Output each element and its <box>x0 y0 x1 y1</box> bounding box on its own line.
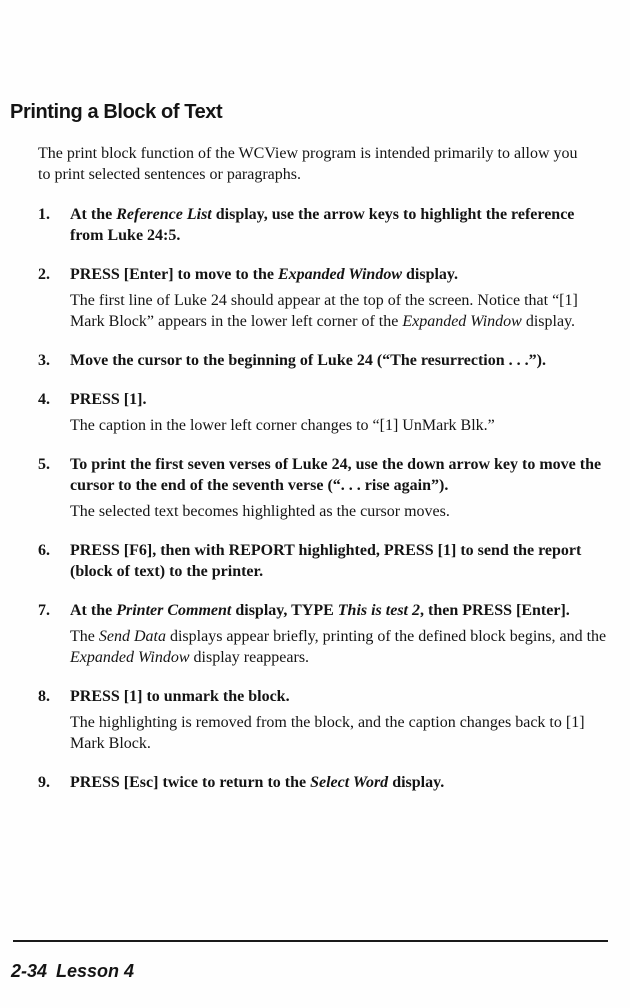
step-heading: PRESS [Esc] twice to return to the Select Word display. <box>70 774 445 791</box>
steps-list <box>38 204 608 811</box>
step-heading: Move the cursor to the beginning of Luke 24 (“The resurrection . . .”). <box>70 352 546 369</box>
step-heading: PRESS [Enter] to move to the Expanded Window display. <box>70 266 459 283</box>
step-heading: PRESS [F6], then with REPORT highlighted, PRESS [1] to send the report (block of text) to the printer. <box>70 542 582 580</box>
step-item <box>38 389 608 436</box>
step-content <box>70 686 608 754</box>
step-number: 5. <box>38 456 50 473</box>
step-item <box>38 540 608 582</box>
step-item <box>38 350 608 371</box>
step-item <box>38 686 608 754</box>
step-content <box>70 772 608 793</box>
step-number: 9. <box>38 774 50 791</box>
footer-page-number: 2-34 <box>11 961 48 981</box>
step-body: The caption in the lower left corner changes to “[1] UnMark Blk.” <box>70 417 495 434</box>
step-body: The Send Data displays appear briefly, printing of the defined block begins, and the Expanded Window display reappears. <box>70 628 607 666</box>
step-number: 8. <box>38 688 50 705</box>
step-item <box>38 204 608 246</box>
page-footer <box>11 959 134 983</box>
step-body: The highlighting is removed from the block, and the caption changes back to [1] Mark Block. <box>70 714 585 752</box>
step-heading: At the Reference List display, use the arrow keys to highlight the reference from Luke 24:5. <box>70 206 575 244</box>
step-heading: PRESS [1]. <box>70 391 147 408</box>
step-body: The first line of Luke 24 should appear at the top of the screen. Notice that “[1] Mark Block” appears in the lower left corner of the Expanded Window display. <box>70 292 578 330</box>
step-item <box>38 454 608 522</box>
step-content <box>70 350 608 371</box>
step-content <box>70 389 608 436</box>
step-number: 3. <box>38 352 50 369</box>
footer-lesson-label: Lesson 4 <box>56 961 135 981</box>
step-content <box>70 600 608 668</box>
step-number: 6. <box>38 542 50 559</box>
intro-paragraph: The print block function of the WCView program is intended primarily to allow you to print selected sentences or paragraphs. <box>38 145 578 183</box>
step-content <box>70 264 608 332</box>
step-heading: PRESS [1] to unmark the block. <box>70 688 290 705</box>
step-content <box>70 454 608 522</box>
step-number: 4. <box>38 391 50 408</box>
step-number: 1. <box>38 206 50 223</box>
step-item <box>38 772 608 793</box>
step-body: The selected text becomes highlighted as the cursor moves. <box>70 503 450 520</box>
step-content <box>70 540 608 582</box>
step-item <box>38 600 608 668</box>
step-number: 2. <box>38 266 50 283</box>
step-heading: To print the first seven verses of Luke 24, use the down arrow key to move the cursor to the end of the seventh verse (“. . . rise again”). <box>70 456 602 494</box>
step-item <box>38 264 608 332</box>
footer-divider <box>13 940 608 942</box>
step-heading: At the Printer Comment display, TYPE This is test 2, then PRESS [Enter]. <box>70 602 570 619</box>
page-title: Printing a Block of Text <box>10 101 223 123</box>
step-content <box>70 204 608 246</box>
step-number: 7. <box>38 602 50 619</box>
